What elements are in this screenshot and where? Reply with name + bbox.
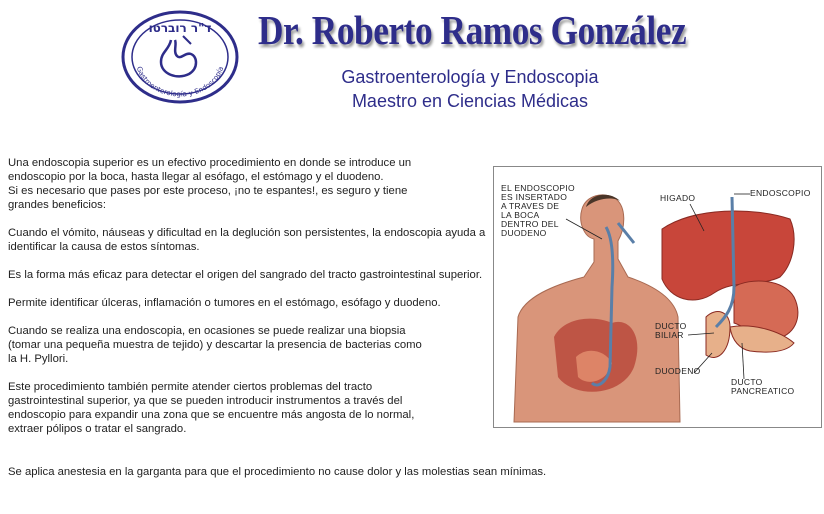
specialty: Gastroenterología y Endoscopia (341, 67, 599, 87)
bile-duct-label: DUCTO BILIAR (655, 321, 687, 340)
biopsy-paragraph: Cuando se realiza una endoscopia, en ocasiones se puede realizar una biopsia (tomar una pequeña muestra de tejido) y descartar la presencia de bacterias como la H. Pyllori. (8, 325, 422, 365)
clinic-logo (121, 10, 239, 104)
endoscope-label: ENDOSCOPIO (750, 188, 811, 198)
duodenum-label: DUODENO (655, 366, 701, 376)
pancreatic-duct-label: DUCTO PANCREATICO (731, 377, 795, 396)
ulcers-paragraph: Permite identificar úlceras, inflamación o tumores en el estómago, esófago y duodeno. (8, 297, 441, 309)
liver-label: HIGADO (660, 193, 696, 203)
treatment-paragraph: Este procedimiento también permite atender ciertos problemas del tracto gastrointestinal superior, ya que se pueden introducir instrumentos a través del endoscopio para expandir una zona que se encuentre más angosta de lo normal, extraer pólipos o tratar el sangrado. (8, 381, 415, 435)
endoscopy-illustration (493, 166, 822, 428)
intro-paragraph: Una endoscopia superior es un efectivo procedimiento en donde se introduce un endoscopio por la boca, hasta llegar al esófago, el estómago y el duodeno. Si es necesario que pases por este proceso, ¡no te espantes!, es seguro y tiene grandes beneficios: (8, 157, 412, 211)
symptoms-paragraph: Cuando el vómito, náuseas y dificultad en la deglución son persistentes, la endoscopia ayuda a identificar la causa de estos síntomas. (8, 227, 486, 253)
doctor-name: Dr. Roberto Ramos González (258, 7, 687, 53)
bleeding-paragraph: Es la forma más eficaz para detectar el origen del sangrado del tracto gastrointestinal superior. (8, 269, 483, 281)
article-body (8, 156, 496, 450)
degree: Maestro en Ciencias Médicas (351, 91, 589, 111)
logo-hebrew-text: ד"ר רוברטו (148, 21, 212, 35)
logo-arc-text: Gastroenterología y Endoscopía (134, 65, 226, 99)
endoscope-caption: EL ENDOSCOPIO ES INSERTADO A TRAVES DE LA BOCA DENTRO DEL DUODENO (501, 183, 575, 238)
anesthesia-paragraph: Se aplica anestesia en la garganta para que el procedimiento no cause dolor y las molestias sean mínimas. (8, 466, 547, 478)
